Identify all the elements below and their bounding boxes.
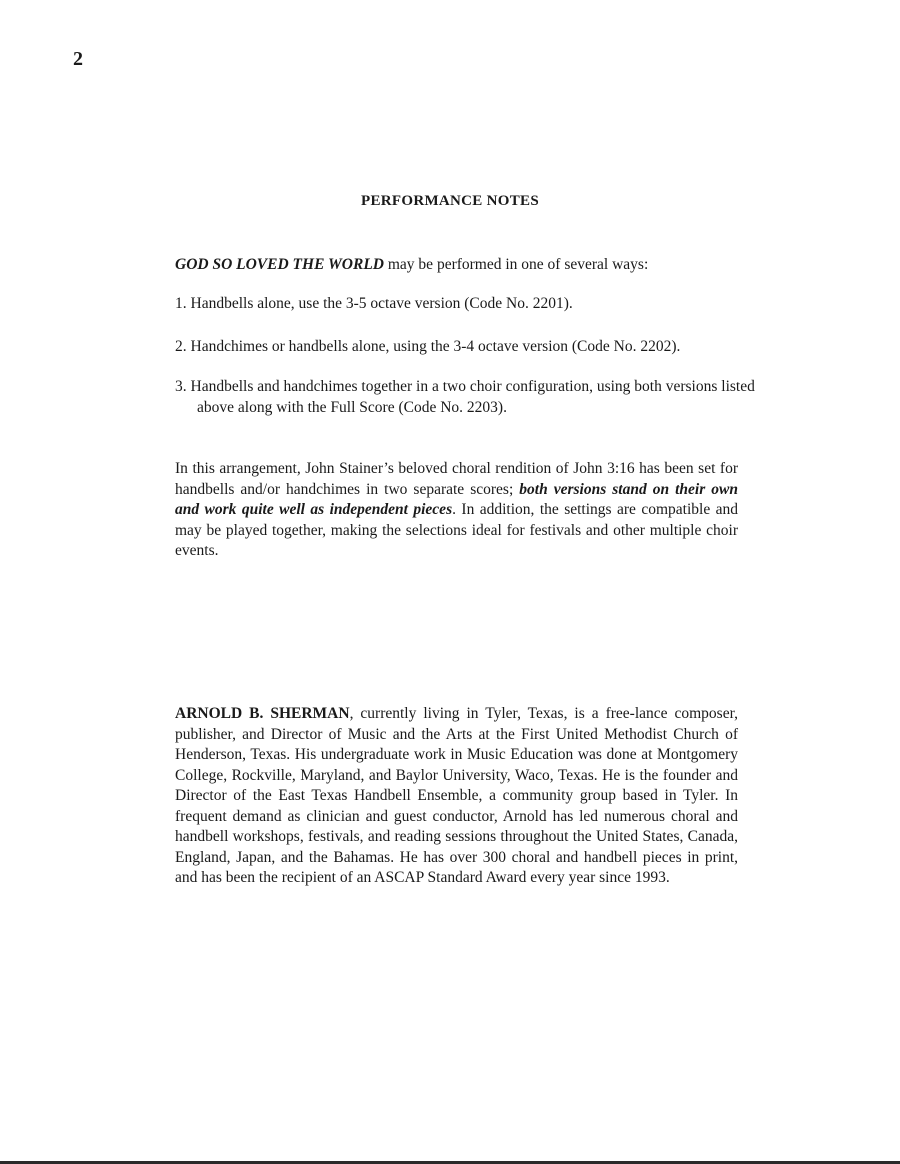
intro-text: may be performed in one of several ways: — [384, 256, 649, 273]
composer-name: ARNOLD B. SHERMAN — [175, 705, 350, 722]
intro-paragraph — [175, 255, 738, 276]
option-3: 3. Handbells and handchimes together in a two choir configuration, using both versions listed above along with the Full Score (Code No. 2203). — [175, 378, 755, 416]
page-title: PERFORMANCE NOTES — [360, 193, 540, 209]
option-1: 1. Handbells alone, use the 3-5 octave version (Code No. 2201). — [175, 295, 573, 312]
biography-paragraph — [175, 704, 738, 889]
piece-title: GOD SO LOVED THE WORLD — [175, 256, 384, 273]
page-number: 2 — [73, 48, 83, 70]
biography-text: , currently living in Tyler, Texas, is a free-lance composer, publisher, and Director of Music and the Arts at the First United Methodist Church of Henderson, Texas. His undergraduate work in Music Education was done at Montgomery College, Rockville, Maryland, and Baylor University, Waco, Texas. He is the founder and Director of the East Texas Handbell Ensemble, a community group based in Tyler. In frequent demand as clinician and guest conductor, Arnold has led numerous choral and handbell workshops, festivals, and reading sessions throughout the United States, Canada, England, Japan, and the Bahamas. He has over 300 choral and handbell pieces in print, and has been the recipient of an ASCAP Standard Award every year since 1993. — [175, 705, 739, 886]
option-2: 2. Handchimes or handbells alone, using the 3-4 octave version (Code No. 2202). — [175, 338, 681, 355]
arrangement-emphasis: both versions stand on their own and work quite well as independent pieces — [175, 480, 738, 518]
arrangement-paragraph — [175, 459, 738, 562]
arrangement-text-before: In this arrangement, John Stainer’s beloved choral rendition of John 3:16 has been set for handbells and/or handchimes in two separate scores; — [175, 460, 738, 498]
arrangement-text-after: . In addition, the settings are compatible and may be played together, making the selections ideal for festivals and other multiple choir events. — [175, 501, 738, 559]
